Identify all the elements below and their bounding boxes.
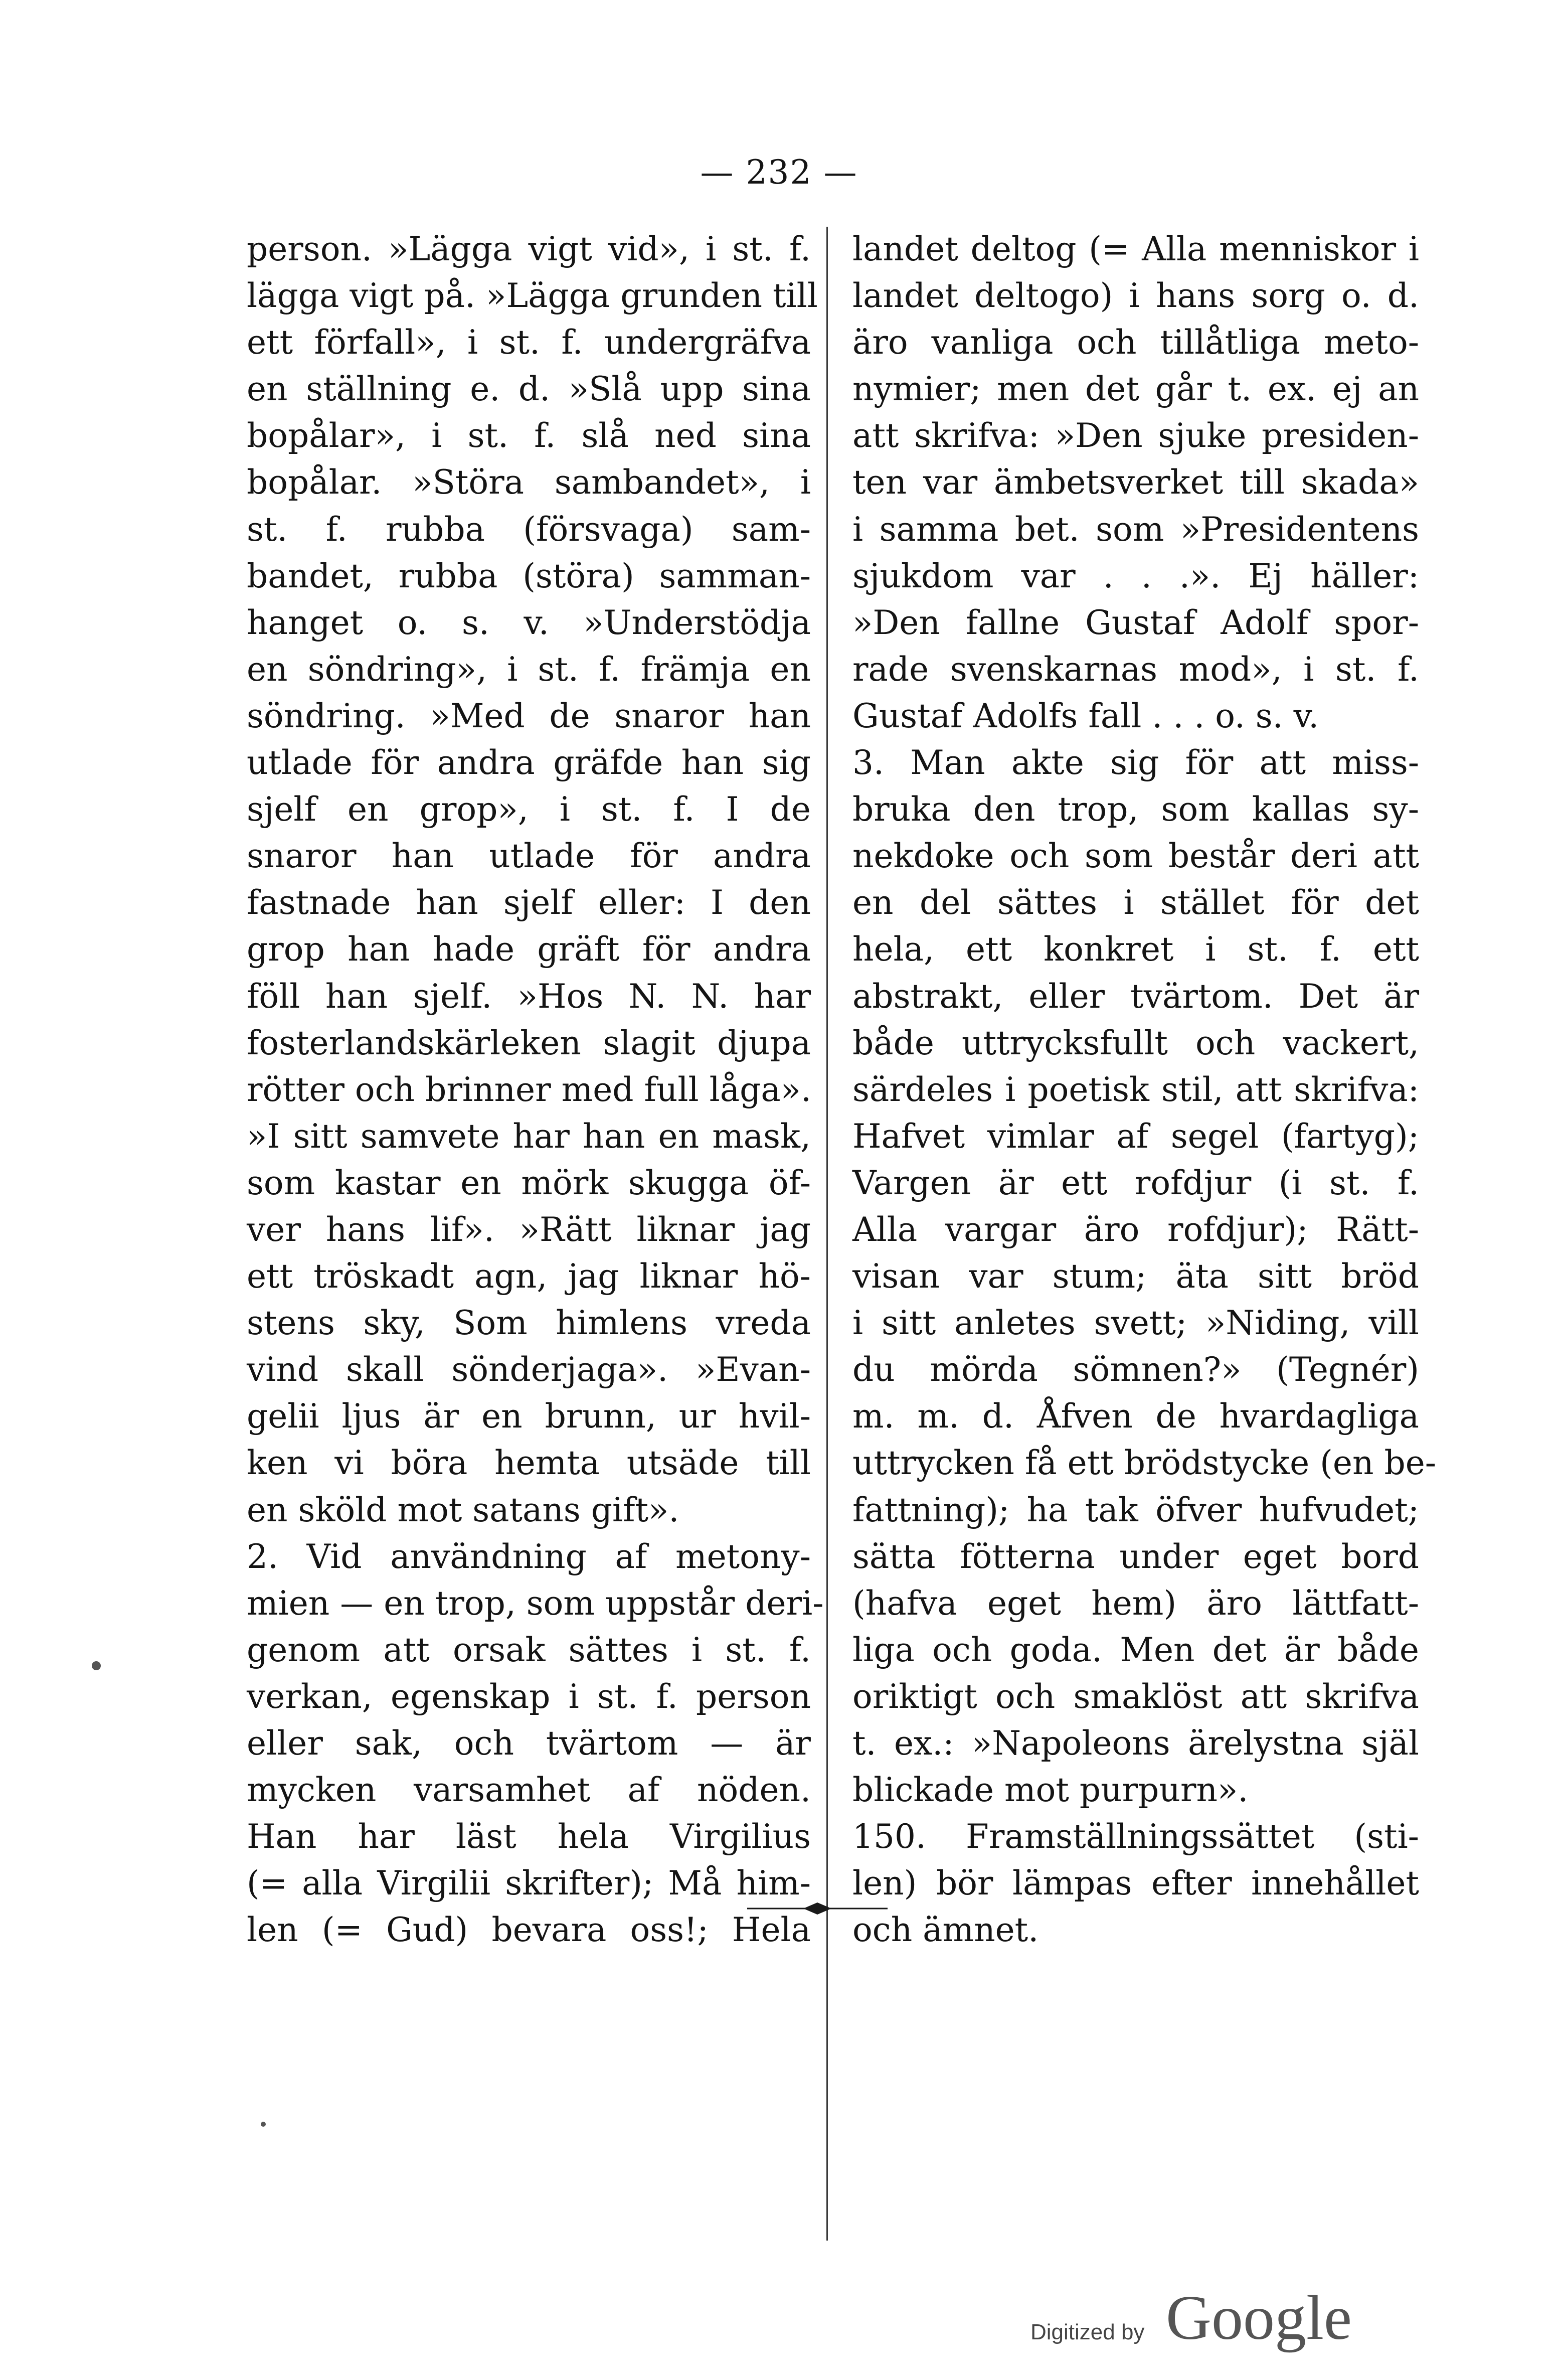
text-line: hanget o. s. v. »Understödja	[247, 603, 811, 642]
page-number: — 232 —	[700, 153, 858, 192]
text-line: liga och goda. Men det är både	[852, 1630, 1419, 1669]
left-column	[247, 226, 824, 1953]
text-line: rötter och brinner med full låga».	[247, 1070, 812, 1109]
text-line: bopålar. »Störa sambandet», i	[247, 463, 811, 502]
text-line: Han har läst hela Virgilius	[247, 1817, 811, 1856]
text-line: abstrakt, eller tvärtom. Det är	[852, 977, 1419, 1016]
text-line: söndring. »Med de snaror han	[247, 696, 811, 735]
text-line: i samma bet. som »Presidentens	[852, 510, 1419, 549]
text-line: Hafvet vimlar af segel (fartyg);	[852, 1117, 1419, 1156]
text-line: len) bör lämpas efter innehållet	[852, 1864, 1419, 1903]
text-line: stens sky, Som himlens vreda	[247, 1304, 811, 1343]
text-line: nymier; men det går t. ex. ej an	[852, 370, 1419, 409]
text-line: som kastar en mörk skugga öf-	[247, 1163, 811, 1202]
text-line: Alla vargar äro rofdjur); Rätt-	[852, 1210, 1419, 1249]
text-line: en sköld mot satans gift».	[247, 1490, 679, 1529]
section-end-ornament	[747, 1901, 888, 1916]
text-line: fattning); ha tak öfver hufvudet;	[852, 1490, 1419, 1529]
text-line: bandet, rubba (störa) samman-	[247, 556, 811, 595]
text-line: (= alla Virgilii skrifter); Må him-	[247, 1864, 811, 1903]
text-line: en ställning e. d. »Slå upp sina	[247, 370, 811, 409]
text-line: nekdoke och som består deri att	[852, 837, 1419, 876]
text-line: en söndring», i st. f. främja en	[247, 650, 811, 689]
text-line: snaror han utlade för andra	[247, 837, 811, 876]
text-line: mycken varsamhet af nöden.	[247, 1771, 811, 1810]
text-line: bruka den trop, som kallas sy-	[852, 790, 1419, 829]
text-line: genom att orsak sättes i st. f.	[247, 1630, 811, 1669]
text-line: landet deltog (= Alla menniskor i	[852, 230, 1419, 268]
text-line: i sitt anletes svett; »Niding, vill	[852, 1304, 1419, 1343]
speck-mark	[92, 1661, 101, 1670]
text-line: 150. Framställningssättet (sti-	[852, 1817, 1419, 1856]
text-line: grop han hade gräft för andra	[247, 930, 811, 969]
text-line: visan var stum; äta sitt bröd	[852, 1257, 1419, 1296]
text-line: särdeles i poetisk stil, att skrifva:	[852, 1070, 1419, 1109]
speck-mark	[261, 2122, 266, 2127]
text-line: m. m. d. Åfven de hvardagliga	[852, 1397, 1419, 1436]
text-line: ett förfall», i st. f. undergräfva	[247, 323, 811, 362]
text-line: och ämnet.	[852, 1911, 1039, 1950]
text-line: (hafva eget hem) äro lättfatt-	[852, 1583, 1419, 1623]
text-line: len (= Gud) bevara oss!; Hela	[247, 1911, 811, 1950]
text-line: eller sak, och tvärtom — är	[247, 1724, 811, 1763]
text-line: föll han sjelf. »Hos N. N. har	[247, 977, 811, 1016]
text-line: ken vi böra hemta utsäde till	[247, 1444, 811, 1483]
text-line: Vargen är ett rofdjur (i st. f.	[852, 1163, 1419, 1202]
text-line: »I sitt samvete har han en mask,	[247, 1117, 811, 1156]
watermark-prefix: Digitized by	[1030, 2320, 1145, 2344]
text-line: ver hans lif». »Rätt liknar jag	[247, 1210, 811, 1249]
text-line: sjelf en grop», i st. f. I de	[247, 790, 811, 829]
text-line: »Den fallne Gustaf Adolf spor-	[852, 603, 1419, 642]
text-line: oriktigt och smaklöst att skrifva	[852, 1677, 1419, 1716]
text-line: st. f. rubba (försvaga) sam-	[247, 510, 811, 549]
text-line: uttrycken få ett brödstycke (en be-	[852, 1444, 1437, 1483]
text-line: äro vanliga och tillåtliga meto-	[852, 323, 1419, 362]
text-line: person. »Lägga vigt vid», i st. f.	[247, 230, 811, 268]
text-line: vind skall sönderjaga». »Evan-	[247, 1350, 811, 1389]
text-line: rade svenskarnas mod», i st. f.	[852, 650, 1419, 689]
text-line: utlade för andra gräfde han sig	[247, 743, 811, 782]
column-divider	[826, 227, 828, 2241]
text-line: du mörda sömnen?» (Tegnér)	[852, 1350, 1419, 1389]
text-line: landet deltogo) i hans sorg o. d.	[852, 276, 1419, 315]
text-line: både uttrycksfullt och vackert,	[852, 1023, 1419, 1062]
text-line: ett tröskadt agn, jag liknar hö-	[247, 1257, 811, 1296]
text-line: sjukdom var . . .». Ej häller:	[852, 556, 1419, 595]
text-line: mien — en trop, som uppstår deri-	[247, 1583, 824, 1623]
text-line: en del sättes i stället för det	[852, 883, 1419, 922]
right-column	[852, 226, 1437, 1953]
text-line: att skrifva: »Den sjuke presiden-	[852, 416, 1419, 455]
text-line: Gustaf Adolfs fall . . . o. s. v.	[852, 696, 1319, 735]
text-line: gelii ljus är en brunn, ur hvil-	[247, 1397, 811, 1436]
text-line: fosterlandskärleken slagit djupa	[247, 1023, 811, 1062]
text-line: verkan, egenskap i st. f. person	[247, 1677, 811, 1716]
text-line: hela, ett konkret i st. f. ett	[852, 930, 1419, 969]
text-line: 2. Vid användning af metony-	[247, 1537, 811, 1576]
text-line: lägga vigt på. »Lägga grunden till	[247, 276, 818, 315]
text-line: sätta fötterna under eget bord	[852, 1537, 1419, 1576]
text-line: ten var ämbetsverket till skada»	[852, 463, 1419, 502]
google-logo: Google	[1166, 2283, 1352, 2353]
text-line: fastnade han sjelf eller: I den	[247, 883, 811, 922]
text-line: t. ex.: »Napoleons ärelystna själ	[852, 1724, 1419, 1763]
text-line: blickade mot purpurn».	[852, 1771, 1249, 1810]
text-line: 3. Man akte sig för att miss-	[852, 743, 1419, 782]
text-line: bopålar», i st. f. slå ned sina	[247, 416, 811, 455]
